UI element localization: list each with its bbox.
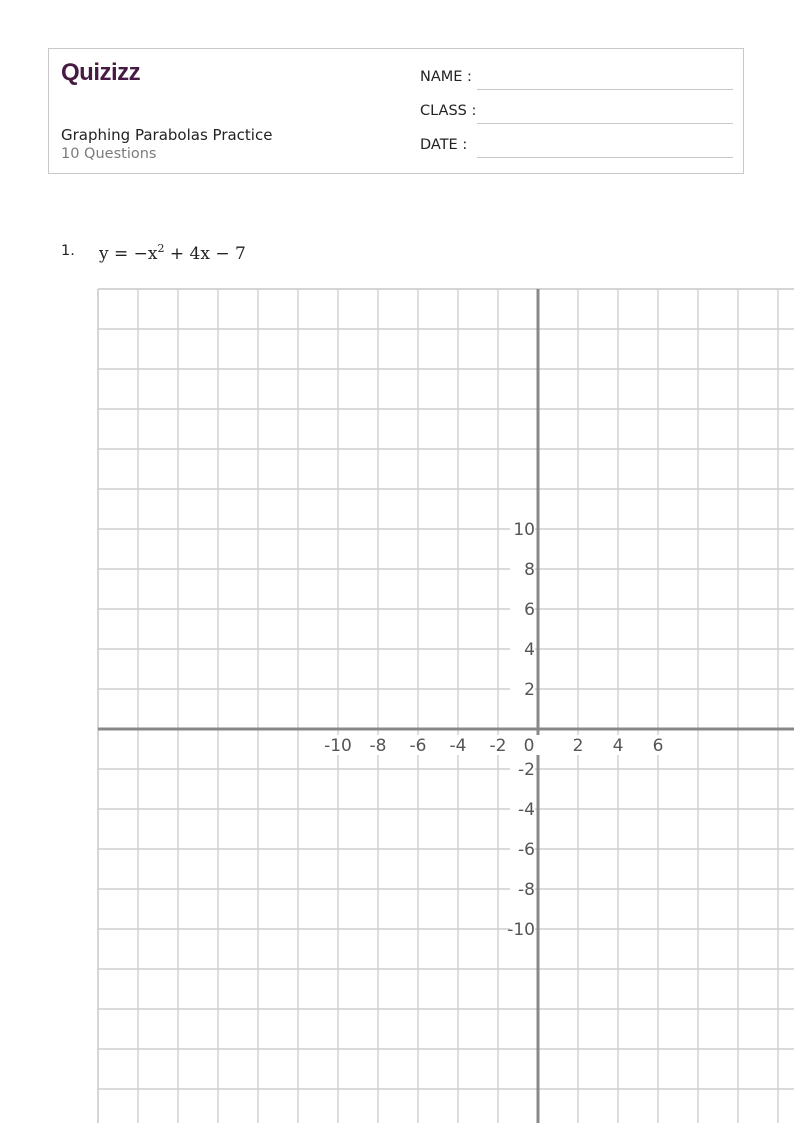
name-label: NAME : [420,69,472,85]
y-tick-label: 8 [524,560,535,580]
y-tick-label: -8 [518,880,535,900]
class-label: CLASS : [420,103,477,119]
x-tick-label: 2 [572,736,584,756]
x-tick-label: -10 [324,736,352,756]
x-tick-label: -4 [449,736,467,756]
x-tick-label: -2 [489,736,507,756]
equation-prefix: y = −x [99,244,158,264]
x-tick-label: -8 [369,736,387,756]
y-tick-label: 4 [524,640,535,660]
x-tick-label: -6 [409,736,427,756]
y-tick-label: -4 [518,800,535,820]
x-tick-label: 4 [612,736,624,756]
equation-exponent: 2 [157,242,165,255]
y-tick-label: -6 [518,840,535,860]
question-number: 1. [61,243,75,259]
question-count: 10 Questions [61,146,157,162]
worksheet-title: Graphing Parabolas Practice [61,126,273,144]
quizizz-logo: Quizizz [61,59,141,86]
y-tick-label: 10 [513,520,535,540]
y-tick-label: -10 [507,920,535,940]
y-tick-label: 6 [524,600,535,620]
equation-suffix: + 4x − 7 [164,244,246,264]
date-label: DATE : [420,137,468,153]
x-tick-label: 6 [652,736,664,756]
x-tick-label: 0 [523,736,535,756]
y-tick-label: -2 [518,760,535,780]
y-tick-label: 2 [524,680,535,700]
